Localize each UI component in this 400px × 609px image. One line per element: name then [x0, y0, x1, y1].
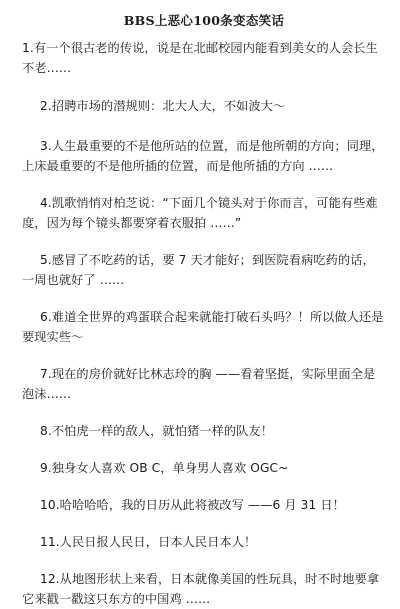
joke-item-11: 11.人民日报人民日，日本人民日本人！ [40, 535, 257, 549]
joke-item-1: 1.有一个很古老的传说，说是在北邮校园内能看到美女的人会长生不老…… [22, 41, 378, 75]
joke-item-4: 4.凯歌悄悄对柏芝说：“下面几个镜头对于你而言，可能有些难度，因为每个镜头都要穿着衣服拍 ……” [22, 196, 378, 230]
joke-list [22, 38, 386, 609]
joke-item-3: 3.人生最重要的不是他所站的位置，而是他所朝的方向；同理，上床最重要的不是他所插的位置，而是他所插的方向 …… [22, 139, 384, 173]
joke-item-2: 2.招聘市场的潜规则：北大人大，不如波大～ [40, 99, 286, 113]
joke-item-6: 6.难道全世界的鸡蛋联合起来就能打破石头吗？！所以做人还是要现实些～ [22, 310, 384, 344]
joke-item-7: 7.现在的房价就好比林志玲的胸 ——看着坚挺，实际里面全是泡沫…… [22, 367, 376, 401]
joke-item-10: 10.哈哈哈哈，我的日历从此将被改写 ——6 月 31 日！ [40, 498, 345, 512]
document-title: BBS上恶心100条变态笑话 [123, 13, 285, 28]
joke-item-5: 5.感冒了不吃药的话，要 7 天才能好；到医院看病吃药的话，一周也就好了 …… [22, 253, 375, 287]
joke-item-8: 8.不怕虎一样的敌人，就怕猪一样的队友！ [40, 424, 274, 438]
joke-item-9: 9.独身女人喜欢 OB C，单身男人喜欢 OGC~ [40, 461, 289, 475]
joke-item-12: 12.从地图形状上来看，日本就像美国的性玩具，时不时地要拿它来戳一戳这只东方的中国鸡 …… [22, 572, 380, 606]
